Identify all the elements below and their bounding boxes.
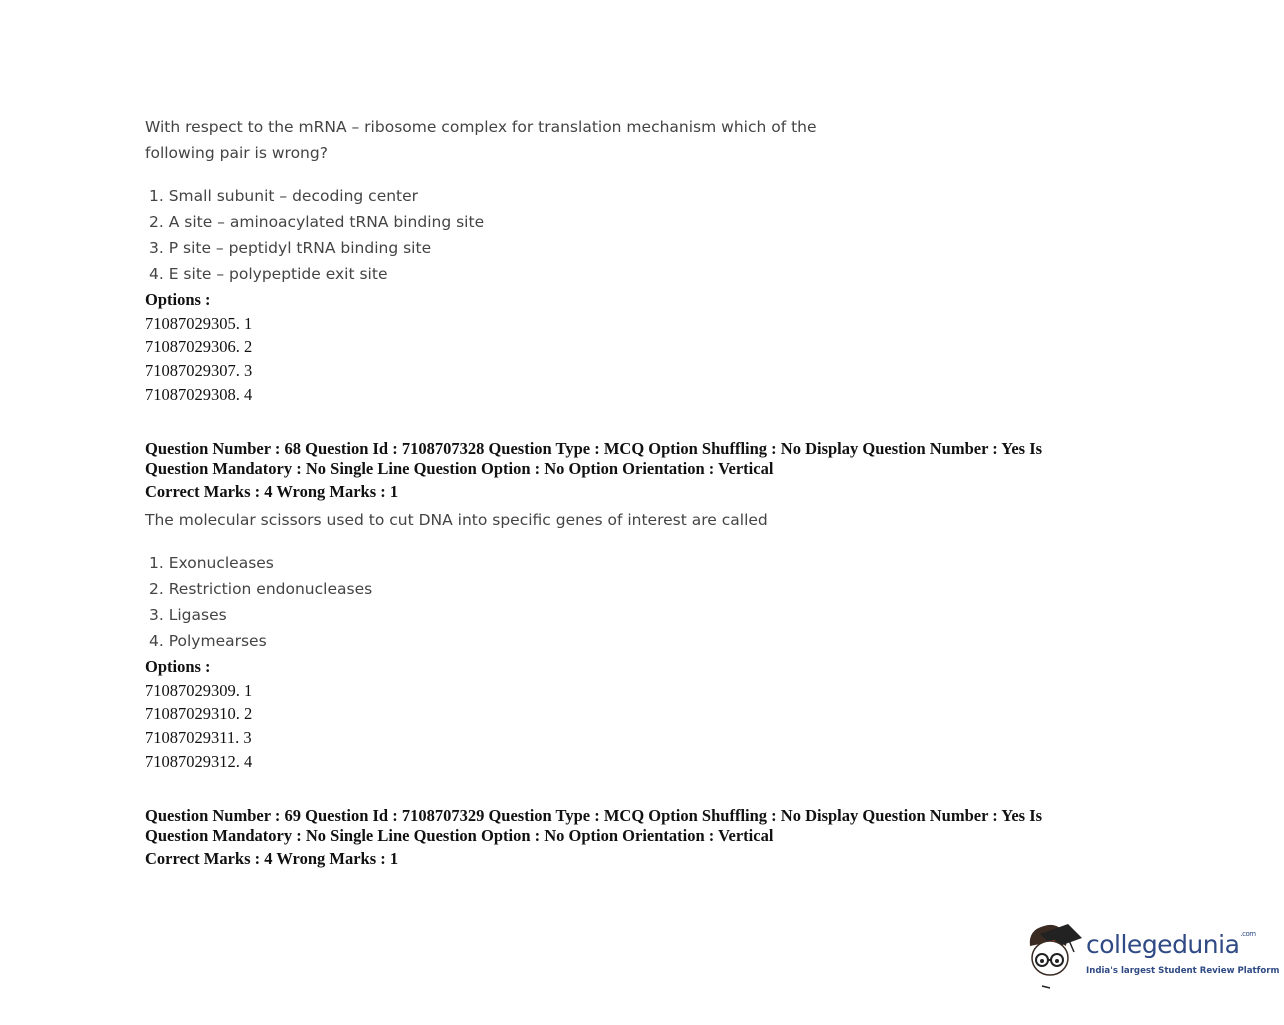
question-67-choices <box>149 183 484 287</box>
option-item: 71087029311. 3 <box>145 728 252 748</box>
collegedunia-logo <box>1022 918 1280 990</box>
choice-item: 1. Small subunit – decoding center <box>149 187 419 205</box>
choice-item: 3. P site – peptidyl tRNA binding site <box>149 239 432 257</box>
choice-item: 2. Restriction endonucleases <box>149 580 373 598</box>
options-label: Options : <box>145 290 211 309</box>
question-68-choices <box>149 550 372 654</box>
meta-line: Question Mandatory : No Single Line Question Option : No Option Orientation : Vertical <box>145 826 774 845</box>
mascot-icon <box>1022 918 1084 990</box>
option-item: 71087029312. 4 <box>145 751 253 771</box>
option-item: 71087029310. 2 <box>145 704 253 724</box>
meta-line: Question Number : 68 Question Id : 7108707328 Question Type : MCQ Option Shuffling : No Display Question Number : Yes Is <box>145 439 1043 458</box>
logo-name: collegedunia <box>1086 930 1240 959</box>
question-68-meta <box>145 439 1105 479</box>
option-item: 71087029307. 3 <box>145 361 253 381</box>
choice-item: 4. E site – polypeptide exit site <box>149 265 388 283</box>
meta-line: Question Number : 69 Question Id : 7108707329 Question Type : MCQ Option Shuffling : No Display Question Number : Yes Is <box>145 806 1043 825</box>
meta-line: Question Mandatory : No Single Line Question Option : No Option Orientation : Vertical <box>145 459 774 478</box>
option-item: 71087029306. 2 <box>145 337 253 357</box>
logo-tagline: India's largest Student Review Platform <box>1086 966 1280 976</box>
question-69-marks: Correct Marks : 4 Wrong Marks : 1 <box>145 849 399 868</box>
question-67-options <box>145 288 252 406</box>
stem-line: With respect to the mRNA – ribosome complex for translation mechanism which of the <box>145 118 817 136</box>
logo-wordmark <box>1086 930 1256 959</box>
question-68-marks: Correct Marks : 4 Wrong Marks : 1 <box>145 482 399 501</box>
options-label: Options : <box>145 657 211 676</box>
choice-item: 4. Polymearses <box>149 632 267 650</box>
logo-tld: .com <box>1240 930 1256 938</box>
question-67-stem <box>145 114 845 166</box>
choice-item: 3. Ligases <box>149 606 227 624</box>
question-69-meta <box>145 806 1105 846</box>
option-item: 71087029305. 1 <box>145 313 253 333</box>
option-item: 71087029308. 4 <box>145 384 253 404</box>
choice-item: 1. Exonucleases <box>149 554 274 572</box>
option-item: 71087029309. 1 <box>145 680 253 700</box>
stem-line: following pair is wrong? <box>145 144 328 162</box>
question-68-options <box>145 655 252 773</box>
question-68-stem: The molecular scissors used to cut DNA into specific genes of interest are called <box>145 511 768 529</box>
choice-item: 2. A site – aminoacylated tRNA binding site <box>149 213 485 231</box>
